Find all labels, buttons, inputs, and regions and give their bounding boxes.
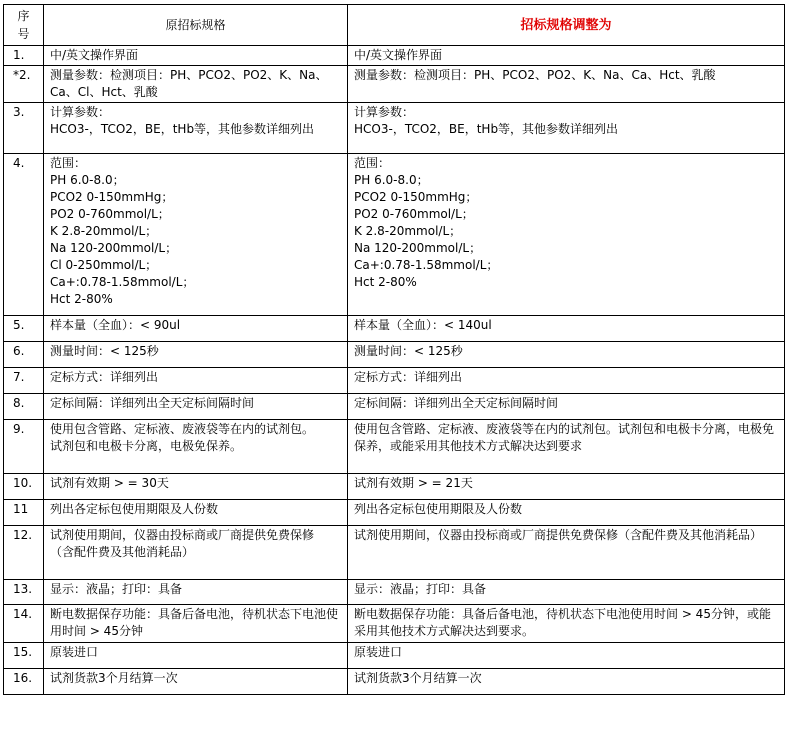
row-number: 14. xyxy=(4,605,44,643)
table-row xyxy=(4,394,785,420)
row-number: 10. xyxy=(4,474,44,500)
original-spec-cell: 样本量（全血）：< 90ul xyxy=(44,316,348,342)
original-spec-cell: 定标间隔：详细列出全天定标间隔时间 xyxy=(44,394,348,420)
table-row xyxy=(4,500,785,526)
original-spec-cell: 试剂使用期间，仪器由投标商或厂商提供免费保修 （含配件费及其他消耗品） xyxy=(44,526,348,580)
table-row xyxy=(4,103,785,154)
row-number: 4. xyxy=(4,154,44,316)
header-row xyxy=(4,5,785,46)
row-number: 6. xyxy=(4,342,44,368)
row-number: *2. xyxy=(4,66,44,103)
row-number: 3. xyxy=(4,103,44,154)
row-number: 12. xyxy=(4,526,44,580)
adjusted-spec-cell: 中/英文操作界面 xyxy=(348,46,785,66)
adjusted-spec-cell: 计算参数： HCO3-，TCO2，BE，tHb等，其他参数详细列出 xyxy=(348,103,785,154)
original-spec-cell: 试剂货款3个月结算一次 xyxy=(44,669,348,695)
adjusted-spec-cell: 原装进口 xyxy=(348,643,785,669)
adjusted-spec-cell: 样本量（全血）：< 140ul xyxy=(348,316,785,342)
row-number: 7. xyxy=(4,368,44,394)
row-number: 11 xyxy=(4,500,44,526)
table-row xyxy=(4,66,785,103)
row-number: 5. xyxy=(4,316,44,342)
header-no: 序 号 xyxy=(4,5,44,46)
adjusted-spec-cell: 测量时间：< 125秒 xyxy=(348,342,785,368)
original-spec-cell: 计算参数： HCO3-，TCO2，BE，tHb等，其他参数详细列出 xyxy=(44,103,348,154)
row-number: 1. xyxy=(4,46,44,66)
adjusted-spec-cell: 范围： PH 6.0-8.0； PCO2 0-150mmHg； PO2 0-760mmol/L； K 2.8-20mmol/L； Na 120-200mmol/L； Ca+:0.78-1.58mmol/L； Hct 2-80% xyxy=(348,154,785,316)
adjusted-spec-cell: 列出各定标包使用期限及人份数 xyxy=(348,500,785,526)
table-row xyxy=(4,474,785,500)
original-spec-cell: 列出各定标包使用期限及人份数 xyxy=(44,500,348,526)
adjusted-spec-cell: 使用包含管路、定标液、废液袋等在内的试剂包。试剂包和电极卡分离，电极免保养，或能采用其他技术方式解决达到要求 xyxy=(348,420,785,474)
adjusted-spec-cell: 试剂货款3个月结算一次 xyxy=(348,669,785,695)
table-row xyxy=(4,316,785,342)
table-row xyxy=(4,154,785,316)
header-adjusted-spec: 招标规格调整为 xyxy=(348,5,785,46)
header-original-spec: 原招标规格 xyxy=(44,5,348,46)
table-row xyxy=(4,46,785,66)
original-spec-cell: 使用包含管路、定标液、废液袋等在内的试剂包。 试剂包和电极卡分离，电极免保养。 xyxy=(44,420,348,474)
row-number: 15. xyxy=(4,643,44,669)
table-row xyxy=(4,669,785,695)
original-spec-cell: 测量参数：检测项目：PH、PCO2、PO2、K、Na、Ca、Cl、Hct、乳酸 xyxy=(44,66,348,103)
adjusted-spec-cell: 试剂有效期 > = 21天 xyxy=(348,474,785,500)
table-row xyxy=(4,368,785,394)
original-spec-cell: 试剂有效期 > = 30天 xyxy=(44,474,348,500)
original-spec-cell: 原装进口 xyxy=(44,643,348,669)
table-row xyxy=(4,605,785,643)
adjusted-spec-cell: 试剂使用期间，仪器由投标商或厂商提供免费保修（含配件费及其他消耗品） xyxy=(348,526,785,580)
table-row xyxy=(4,580,785,605)
adjusted-spec-cell: 定标间隔：详细列出全天定标间隔时间 xyxy=(348,394,785,420)
row-number: 16. xyxy=(4,669,44,695)
original-spec-cell: 范围： PH 6.0-8.0； PCO2 0-150mmHg； PO2 0-760mmol/L； K 2.8-20mmol/L； Na 120-200mmol/L； Cl 0-250mmol/L； Ca+:0.78-1.58mmol/L； Hct 2-80% xyxy=(44,154,348,316)
original-spec-cell: 测量时间：< 125秒 xyxy=(44,342,348,368)
original-spec-cell: 断电数据保存功能：具备后备电池，待机状态下电池使用时间 > 45分钟 xyxy=(44,605,348,643)
row-number: 8. xyxy=(4,394,44,420)
original-spec-cell: 中/英文操作界面 xyxy=(44,46,348,66)
table-row xyxy=(4,342,785,368)
row-number: 13. xyxy=(4,580,44,605)
original-spec-cell: 定标方式：详细列出 xyxy=(44,368,348,394)
table-row xyxy=(4,643,785,669)
original-spec-cell: 显示：液晶；打印：具备 xyxy=(44,580,348,605)
adjusted-spec-cell: 断电数据保存功能：具备后备电池，待机状态下电池使用时间 > 45分钟，或能采用其他技术方式解决达到要求。 xyxy=(348,605,785,643)
adjusted-spec-cell: 定标方式：详细列出 xyxy=(348,368,785,394)
adjusted-spec-cell: 显示：液晶；打印：具备 xyxy=(348,580,785,605)
row-number: 9. xyxy=(4,420,44,474)
adjusted-spec-cell: 测量参数：检测项目：PH、PCO2、PO2、K、Na、Ca、Hct、乳酸 xyxy=(348,66,785,103)
table-row xyxy=(4,526,785,580)
spec-table xyxy=(3,4,785,695)
table-row xyxy=(4,420,785,474)
